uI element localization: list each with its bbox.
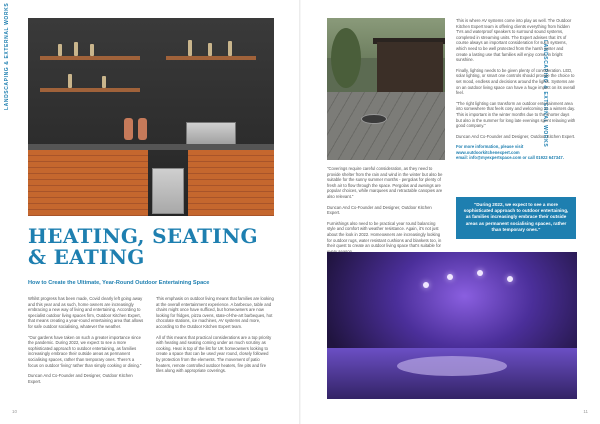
paragraph: "Coverings require careful consideration, as they need to provide shelter from the rain and wind in the winter but also be suitable for the sunny summer months - pergolas for plenty of fresh air to flow through the space. Pergolas and awnings are popular choices, while marquees and retractable canopies are also relevant." bbox=[327, 166, 443, 199]
pull-quote-text: "During 2022, we expect to see a more sophisticated approach to outdoor entertaining, as families increasingly embrace their outside areas as permanent socialising spaces, rather than temporary ones." bbox=[463, 202, 569, 232]
article-subhead: How to Create the Ultimate, Year-Round Outdoor Entertaining Space bbox=[28, 280, 210, 286]
right-column-2 bbox=[456, 18, 576, 161]
pull-quote bbox=[456, 197, 576, 239]
garden-patio-photo bbox=[327, 18, 445, 160]
headline-line-2: & EATING bbox=[28, 245, 145, 269]
paragraph: Duncan And Co-Founder and Designer, Outdoor Kitchen Expert. bbox=[28, 373, 133, 384]
purple-lit-patio-photo bbox=[327, 252, 577, 399]
website-link[interactable]: www.outdoorkitchenexpert.com bbox=[456, 149, 520, 155]
page-number-right: 11 bbox=[583, 409, 588, 414]
right-column-1 bbox=[327, 166, 445, 259]
paragraph: Whilst progress has been made, Covid clearly left going away and this year and as such, home owners are increasingly embracing a new way of living and entertaining. According to specialist outdoor living spaces firm, Outdoor Kitchen Expert, that means creating a year-round entertaining area that allows for safe outdoor socialising, whatever the weather. bbox=[28, 296, 144, 329]
left-column-2 bbox=[156, 296, 274, 379]
paragraph: Finally, lighting needs to be given plenty of consideration. LED, solar lighting, or smart one controls should provide the choice to set mood, endless and decisions around the lights. Systems are on an outdoor living space can have a huge impact on its overall feel. bbox=[456, 67, 576, 96]
left-column-1 bbox=[28, 296, 144, 389]
email-link[interactable]: email: info@myexpertspace.com or call 01922 647347. bbox=[456, 155, 564, 161]
paragraph: Duncan And Co-Founder and Designer, Outdoor Kitchen Expert. bbox=[327, 204, 432, 216]
paragraph: "The right lighting can transform an outdoor entertainment area into somewhere that feels cosy and welcoming on a winters day. This is important in the winter months due to the shorter days but also in the summer for long late evenings spent relaxing with good company." bbox=[456, 100, 576, 129]
paragraph: Furnishings also need to be practical year round balancing style and comfort with weather resistance. Again, it's not just about the look in 2022. Homeowners are increasingly looking for outdoor rugs, water resistant cushions and blankets too, in their quest to create an outdoor living space that's suitable for bbox=[327, 220, 442, 249]
headline-line-1: HEATING, SEATING bbox=[28, 224, 258, 248]
paragraph: This is where AV systems come into play as well. The Outdoor Kitchen Expert team is offering clients everything from hidden TVs and waterproof speakers to surround sound systems, completed in streaming units. The Expert advises that it's of course always an important consideration for such systems, which need to be well protected from the harsh winter and create a lasting use that families will enjoy come, in bright sunshine. bbox=[456, 18, 572, 63]
paragraph: All of this means that practical considerations are a top priority with heating and seating coming under as much scrutiny as cooking. Heat is top of the list for UK homeowners looking to create a space that can be used year round, closely followed by protection from the elements. The movement of patio heaters, remote controlled outdoor heaters, fire pits and fire tiles along with appropriate coverings. bbox=[156, 334, 272, 374]
contact-line: For more information, please visit bbox=[456, 144, 524, 150]
page-gutter bbox=[299, 0, 301, 424]
outdoor-kitchen-photo bbox=[28, 18, 274, 216]
page-number-left: 10 bbox=[12, 409, 18, 414]
paragraph: This emphasis on outdoor living means that families are looking at the overall entertainment experience. A barbecue, table and chairs might once have sufficed, but homeowners are now looking for fridges, pizza ovens, state-of-the-art barbeques, hot chocolate stations, ice machines, AV systems and more, according to the Outdoor Kitchen Expert team. bbox=[156, 296, 274, 329]
article-headline bbox=[28, 226, 268, 268]
contact-info bbox=[456, 144, 576, 161]
paragraph: Duncan And Co-Founder and Designer, Outdoor Kitchen Expert. bbox=[456, 133, 576, 139]
left-side-label: LANDSCAPING & EXTERNAL WORKS bbox=[4, 2, 10, 110]
right-side-label: LANDSCAPING & EXTERNAL WORKS bbox=[542, 40, 548, 148]
paragraph: "Our gardens have taken on such a greater importance since the pandemic. During 2022, we expect to see a more sophisticated approach to outdoor entertaining, as families increasingly embrace their outside areas as permanent socialising spaces, rather than temporary ones. There's a focus on outdoor 'living' rather than simply cooking or dining." bbox=[28, 334, 142, 368]
